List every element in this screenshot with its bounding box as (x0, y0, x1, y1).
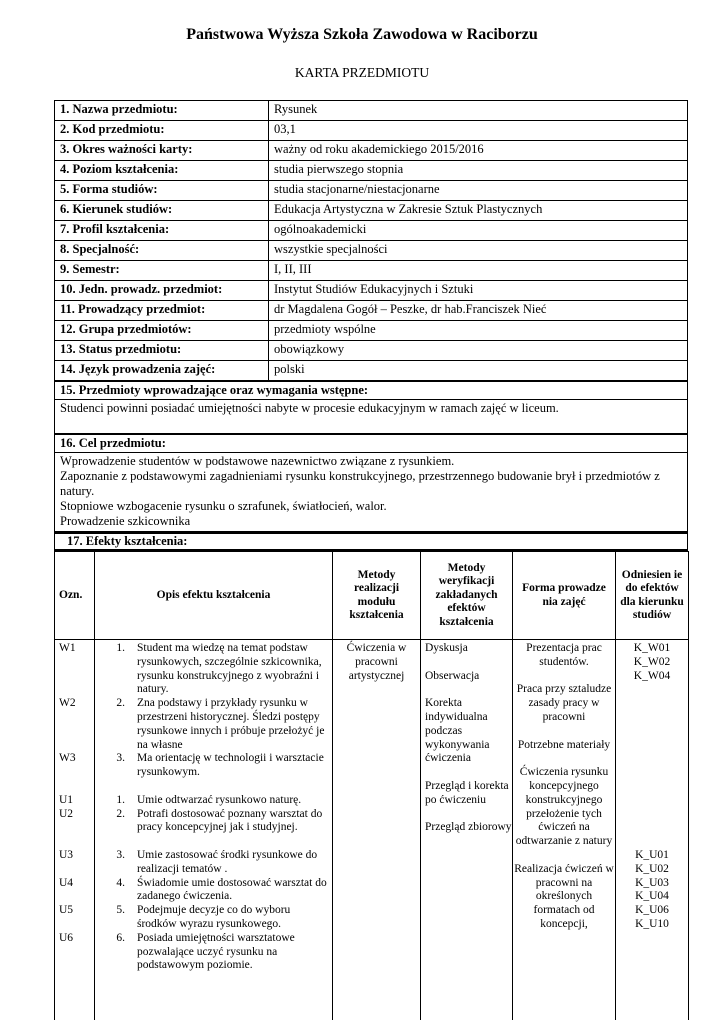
info-value: wszystkie specjalności (269, 241, 688, 261)
effect-text: Potrafi dostosować poznany warsztat do pracy koncepcyjnej jak i studyjnej. (137, 807, 323, 834)
info-row (55, 101, 688, 121)
effect-text: Podejmuje decyzje co do wyboru środków wyrazu rysunkowego. (137, 904, 291, 930)
institution-title: Państwowa Wyższa Szkoła Zawodowa w Raciborzu (186, 26, 538, 43)
effect-text: Zna podstawy i przykłady rysunku w przestrzeni historycznej. Śledzi postępy rysunkowe innych i próbuje przełożyć je na własne (137, 697, 325, 751)
effect-text: Umie zastosować środki rysunkowe do realizacji tematów . (137, 848, 318, 875)
effect-code: U2 (59, 807, 74, 820)
info-value: I, II, III (269, 261, 688, 281)
info-row (55, 361, 688, 381)
goal-line: Wprowadzenie studentów w podstawowe nazewnictwo związane z rysunkiem. (60, 454, 455, 468)
section-15-body: Studenci powinni posiadać umiejętności nabyte w procesie edukacyjnym w ramach zajęć w liceum. (55, 400, 688, 434)
form-item: Prezentacja prac studentów. (526, 642, 602, 668)
info-label: 4. Poziom kształcenia: (55, 161, 269, 181)
effect-num: 5. (116, 904, 125, 917)
info-row (55, 201, 688, 221)
effect-code: W2 (59, 697, 76, 710)
col-opis: Opis efektu kształcenia (95, 552, 333, 640)
effect-row (95, 794, 332, 808)
effect-row (95, 932, 332, 973)
section-16-heading: 16. Cel przedmiotu: (55, 435, 688, 453)
effect-row (95, 849, 332, 877)
spacer (95, 780, 332, 794)
info-row (55, 181, 688, 201)
effect-num: 6. (116, 931, 125, 944)
info-value: Instytut Studiów Edukacyjnych i Sztuki (269, 281, 688, 301)
info-row (55, 161, 688, 181)
form-cell (513, 640, 616, 1020)
verification-cell (421, 640, 513, 1020)
codes-cell (55, 640, 95, 1020)
info-row (55, 341, 688, 361)
info-label: 3. Okres ważności karty: (55, 141, 269, 161)
goal-line: Prowadzenie szkicownika (60, 514, 191, 528)
info-value: Edukacja Artystyczna w Zakresie Sztuk Plastycznych (269, 201, 688, 221)
section-17-heading: 17. Efekty kształcenia: (55, 533, 688, 550)
effect-text: Umie odtwarzać rysunkowo naturę. (137, 793, 302, 806)
col-metody: Metody realizacji modułu kształcenia (333, 552, 421, 640)
col-weryfikacja: Metody weryfikacji zakładanych efektów kształcenia (421, 552, 513, 640)
reference-code: K_U01 (635, 848, 669, 861)
info-label: 13. Status przedmiotu: (55, 341, 269, 361)
effect-code: W1 (59, 642, 76, 654)
effect-num: 1. (116, 793, 125, 806)
effect-text: Student ma wiedzę na temat podstaw rysunkowych, szczególnie szkicownika, rysunku konstrukcyjnego z wyobraźni i natury. (137, 642, 322, 696)
info-label: 5. Forma studiów: (55, 181, 269, 201)
info-label: 10. Jedn. prowadz. przedmiot: (55, 281, 269, 301)
info-label: 2. Kod przedmiotu: (55, 121, 269, 141)
info-value: obowiązkowy (269, 341, 688, 361)
effect-text: Ma orientację w technologii i warsztacie rysunkowym. (137, 752, 324, 779)
effect-row (95, 642, 332, 697)
info-label: 8. Specjalność: (55, 241, 269, 261)
effect-num: 4. (116, 876, 125, 889)
info-row (55, 141, 688, 161)
effect-code: U5 (59, 904, 74, 917)
info-value: ogólnoakademicki (269, 221, 688, 241)
course-card (54, 100, 688, 1020)
effect-row (95, 877, 332, 905)
info-label: 12. Grupa przedmiotów: (55, 321, 269, 341)
info-label: 6. Kierunek studiów: (55, 201, 269, 221)
effect-text: Świadomie umie dostosować warsztat do zadanego ćwiczenia. (137, 876, 327, 903)
info-label: 11. Prowadzący przedmiot: (55, 301, 269, 321)
col-odniesienie: Odniesien ie do efektów dla kierunku studiów (616, 552, 689, 640)
info-row (55, 281, 688, 301)
info-value: Rysunek (269, 101, 688, 121)
descriptions-cell (95, 640, 333, 1020)
reference-code: K_U03 (635, 876, 669, 889)
effect-code: U3 (59, 848, 74, 861)
effect-code: U1 (59, 793, 74, 806)
effect-code: U6 (59, 931, 74, 944)
info-row (55, 121, 688, 141)
effect-code: W3 (59, 752, 76, 765)
info-value: studia pierwszego stopnia (269, 161, 688, 181)
info-row (55, 321, 688, 341)
form-item: Praca przy sztaludze zasady pracy w pracowni (516, 683, 612, 723)
reference-code: K_W04 (633, 669, 671, 682)
reference-code: K_W01 (633, 642, 671, 654)
verification-item: Przegląd i korekta po ćwiczeniu (425, 779, 509, 806)
info-row (55, 221, 688, 241)
goal-line: Zapoznanie z podstawowymi zagadnieniami rysunku konstrukcyjnego, przestrzennego budowanie brył i przedmiotów z natury. (60, 469, 660, 498)
effect-num: 3. (116, 752, 125, 765)
info-value: przedmioty wspólne (269, 321, 688, 341)
reference-code: K_U10 (635, 917, 669, 930)
section-16-body (55, 453, 688, 532)
info-label: 9. Semestr: (55, 261, 269, 281)
references-cell (616, 640, 689, 1020)
spacer (616, 683, 688, 849)
reference-code: K_U06 (635, 904, 669, 917)
document-title: KARTA PRZEDMIOTU (294, 65, 430, 80)
effect-row (95, 808, 332, 849)
col-ozn: Ozn. (55, 552, 95, 640)
info-row (55, 241, 688, 261)
col-forma: Forma prowadze nia zajęć (513, 552, 616, 640)
info-row (55, 261, 688, 281)
verification-item: Obserwacja (425, 669, 480, 682)
reference-code: K_W02 (633, 655, 671, 668)
effect-num: 2. (116, 807, 125, 820)
methods-cell: Ćwiczenia w pracowni artystycznej (333, 640, 421, 1020)
verification-item: Dyskusja (425, 642, 468, 654)
course-info-table (54, 100, 688, 381)
effect-row (95, 904, 332, 932)
info-label: 7. Profil kształcenia: (55, 221, 269, 241)
effect-num: 3. (116, 848, 125, 861)
info-label: 1. Nazwa przedmiotu: (55, 101, 269, 121)
verification-item: Korekta indywidualna podczas wykonywania ćwiczenia (425, 697, 490, 765)
reference-code: K_U02 (635, 862, 669, 875)
info-value: ważny od roku akademickiego 2015/2016 (269, 141, 688, 161)
info-row (55, 301, 688, 321)
effect-row (95, 752, 332, 780)
effect-num: 1. (116, 642, 125, 654)
spacer (59, 780, 94, 794)
info-value: 03,1 (269, 121, 688, 141)
form-item: Potrzebne materiały (517, 738, 611, 751)
verification-item: Przegląd zbiorowy (425, 821, 512, 834)
info-value: dr Magdalena Gogół – Peszke, dr hab.Franciszek Nieć (269, 301, 688, 321)
info-value: polski (269, 361, 688, 381)
section-15-heading: 15. Przedmioty wprowadzające oraz wymagania wstępne: (55, 382, 688, 400)
form-item: Ćwiczenia rysunku koncepcyjnego konstrukcyjnego przełożenie tych ćwiczeń na odtwarzanie z natury (515, 766, 613, 848)
section-17-title (54, 532, 688, 551)
effect-text: Posiada umiejętności warsztatowe pozwalające uczyć rysunku na podstawowym poziomie. (137, 931, 295, 972)
section-15 (54, 381, 688, 434)
effects-table (54, 551, 689, 1020)
effect-code: U4 (59, 876, 74, 889)
section-16 (54, 434, 688, 532)
info-value: studia stacjonarne/niestacjonarne (269, 181, 688, 201)
form-item: Realizacja ćwiczeń w pracowni na określonych formatach od koncepcji, (514, 862, 614, 930)
info-label: 14. Język prowadzenia zajęć: (55, 361, 269, 381)
reference-code: K_U04 (635, 890, 669, 903)
effect-num: 2. (116, 697, 125, 710)
goal-line: Stopniowe wzbogacenie rysunku o szrafunek, światłocień, walor. (60, 499, 387, 513)
effect-row (95, 697, 332, 752)
